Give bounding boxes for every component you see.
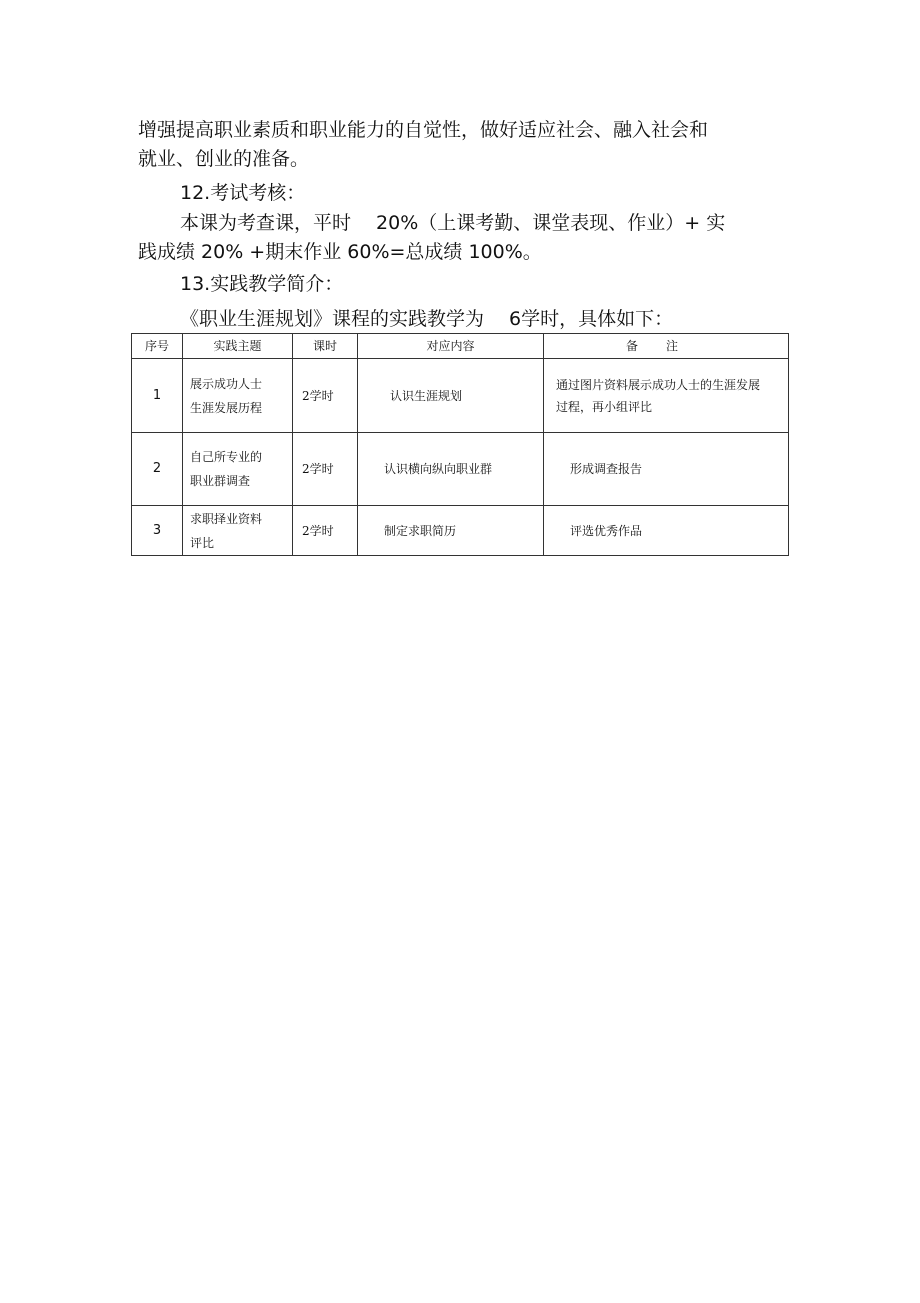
table-row xyxy=(132,506,789,556)
row-note-text: 评选优秀作品 xyxy=(570,523,643,538)
row-no: 1 xyxy=(132,359,183,433)
row-theme xyxy=(183,506,293,556)
row-note-text: 形成调查报告 xyxy=(570,462,643,476)
header-theme: 实践主题 xyxy=(183,334,293,359)
row-hours: 2学时 xyxy=(293,359,358,433)
row-note-text: 通过图片资料展示成功人士的生涯发展过程，再小组评比 xyxy=(556,377,761,414)
row-content: 制定求职简历 xyxy=(358,506,544,556)
exam-text-line-1: 本课为考查课，平时 20%（上课考勤、课堂表现、作业）+ 实 xyxy=(180,212,726,234)
row-theme-text: 展示成功人士生涯发展历程 xyxy=(190,376,263,415)
exam-heading: 12.考试考核： xyxy=(180,182,306,204)
row-note xyxy=(544,433,789,506)
practice-intro: 《职业生涯规划》课程的实践教学为 6学时，具体如下： xyxy=(180,308,674,330)
header-content: 对应内容 xyxy=(358,334,544,359)
row-note xyxy=(544,359,789,433)
exam-text-line-2: 践成绩 20% +期末作业 60%=总成绩 100%。 xyxy=(138,241,542,263)
row-theme-text: 求职择业资料评比 xyxy=(190,511,263,550)
header-hours: 课时 xyxy=(293,334,358,359)
header-no: 序号 xyxy=(132,334,183,359)
table-row xyxy=(132,359,789,433)
header-note: 备注 xyxy=(544,334,789,359)
row-no: 3 xyxy=(132,506,183,556)
table-row xyxy=(132,433,789,506)
row-theme xyxy=(183,433,293,506)
row-hours: 2学时 xyxy=(293,506,358,556)
table-header-row xyxy=(132,334,789,359)
practice-heading: 13.实践教学简介： xyxy=(180,273,344,295)
row-content: 认识横向纵向职业群 xyxy=(358,433,544,506)
row-note xyxy=(544,506,789,556)
body-text-line-2: 就业、创业的准备。 xyxy=(138,148,310,170)
practice-teaching-table xyxy=(131,333,789,556)
row-theme xyxy=(183,359,293,433)
row-hours: 2学时 xyxy=(293,433,358,506)
row-theme-text: 自己所专业的职业群调查 xyxy=(190,450,263,488)
body-text-line-1: 增强提高职业素质和职业能力的自觉性，做好适应社会、融入社会和 xyxy=(138,119,709,141)
row-no: 2 xyxy=(132,433,183,506)
row-content: 认识生涯规划 xyxy=(358,359,544,433)
